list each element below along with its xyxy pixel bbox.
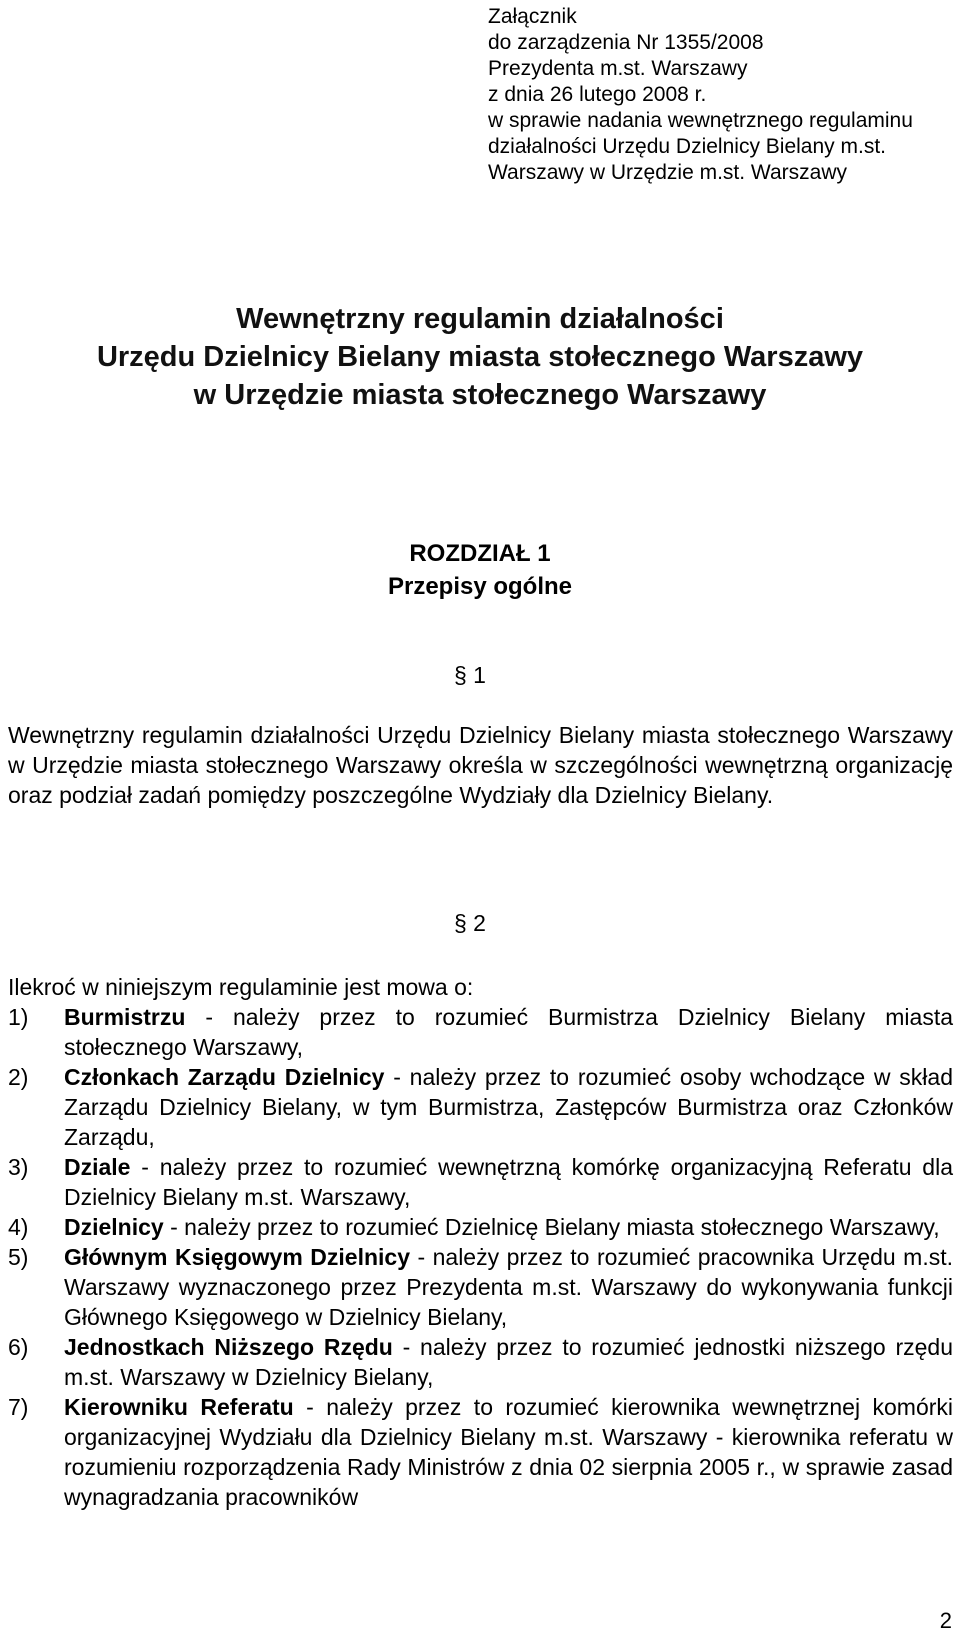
title-line: Urzędu Dzielnicy Bielany miasta stołecznego Warszawy xyxy=(96,341,864,373)
section-mark-2: § 2 xyxy=(454,910,486,936)
definition-term: Kierowniku Referatu xyxy=(64,1394,294,1420)
definition-text: - należy przez to rozumieć kierownika wewnętrznej komórki organizacyjnej Wydziału dla Dzielnicy Bielany m.st. Warszawy - kierownika referatu w rozumieniu rozporządzenia Rady Ministrów z dnia 02 sierpnia 2005 r., w sprawie zasad wynagradzania pracowników xyxy=(64,1394,954,1510)
section-2-intro: Ilekroć w niniejszym regulaminie jest mowa o: xyxy=(8,974,474,1000)
definition-item xyxy=(8,1062,953,1152)
annex-header xyxy=(488,4,913,186)
definition-number: 5) xyxy=(8,1244,29,1270)
definition-item xyxy=(8,1242,953,1332)
document-title xyxy=(0,300,960,414)
definition-item xyxy=(8,1212,953,1242)
definition-item xyxy=(8,1392,953,1512)
title-line: w Urzędzie miasta stołecznego Warszawy xyxy=(193,379,767,411)
annex-line: w sprawie nadania wewnętrznego regulaminu xyxy=(488,109,913,132)
annex-line: Warszawy w Urzędzie m.st. Warszawy xyxy=(488,161,847,184)
chapter-heading xyxy=(0,537,960,603)
definition-item xyxy=(8,1002,953,1062)
definition-item xyxy=(8,1152,953,1212)
definition-number: 2) xyxy=(8,1064,29,1090)
annex-line: z dnia 26 lutego 2008 r. xyxy=(488,83,707,106)
definition-text: - należy przez to rozumieć osoby wchodzące w skład Zarządu Dzielnicy Bielany, w tym Burmistrza, Zastępców Burmistrza oraz Członków Zarządu, xyxy=(64,1064,953,1150)
definition-text: - należy przez to rozumieć pracownika Urzędu m.st. Warszawy wyznaczonego przez Prezydenta m.st. Warszawy do wykonywania funkcji Głównego Księgowego w Dzielnicy Bielany, xyxy=(64,1244,954,1330)
annex-line: działalności Urzędu Dzielnicy Bielany m.st. xyxy=(488,135,886,158)
title-line: Wewnętrzny regulamin działalności xyxy=(236,303,724,335)
definition-text: - należy przez to rozumieć Burmistrza Dzielnicy Bielany miasta stołecznego Warszawy, xyxy=(64,1004,953,1060)
definition-text: - należy przez to rozumieć jednostki niższego rzędu m.st. Warszawy w Dzielnicy Bielany, xyxy=(64,1334,953,1390)
definition-term: Burmistrzu xyxy=(64,1004,186,1030)
definition-text: - należy przez to rozumieć Dzielnicę Bielany miasta stołecznego Warszawy, xyxy=(163,1214,940,1240)
page-number: 2 xyxy=(939,1608,952,1633)
definition-number: 6) xyxy=(8,1334,29,1360)
chapter-subtitle: Przepisy ogólne xyxy=(387,573,573,600)
definition-term: Dzielnicy xyxy=(64,1214,164,1240)
definition-text: - należy przez to rozumieć wewnętrzną komórkę organizacyjną Referatu dla Dzielnicy Bielany m.st. Warszawy, xyxy=(64,1154,953,1210)
definition-term: Jednostkach Niższego Rzędu xyxy=(64,1334,393,1360)
definition-item xyxy=(8,1332,953,1392)
annex-line: do zarządzenia Nr 1355/2008 xyxy=(488,31,764,54)
definition-number: 7) xyxy=(8,1394,29,1420)
definition-term: Dziale xyxy=(64,1154,131,1180)
annex-line: Prezydenta m.st. Warszawy xyxy=(488,57,748,80)
definition-term: Członkach Zarządu Dzielnicy xyxy=(64,1064,385,1090)
section-1-text: Wewnętrzny regulamin działalności Urzędu Dzielnicy Bielany miasta stołecznego Warszawy w Urzędzie miasta stołecznego Warszawy określa w szczególności wewnętrzną organizację oraz podział zadań pomiędzy poszczególne Wydziały dla Dzielnicy Bielany. xyxy=(8,722,953,808)
definition-number: 3) xyxy=(8,1154,29,1180)
section-mark-1: § 1 xyxy=(454,662,486,688)
annex-line: Załącznik xyxy=(488,5,577,28)
chapter-number: ROZDZIAŁ 1 xyxy=(409,540,551,567)
definitions-list xyxy=(8,1002,953,1512)
definition-number: 4) xyxy=(8,1214,29,1240)
definition-number: 1) xyxy=(8,1004,29,1030)
definition-term: Głównym Księgowym Dzielnicy xyxy=(64,1244,410,1270)
